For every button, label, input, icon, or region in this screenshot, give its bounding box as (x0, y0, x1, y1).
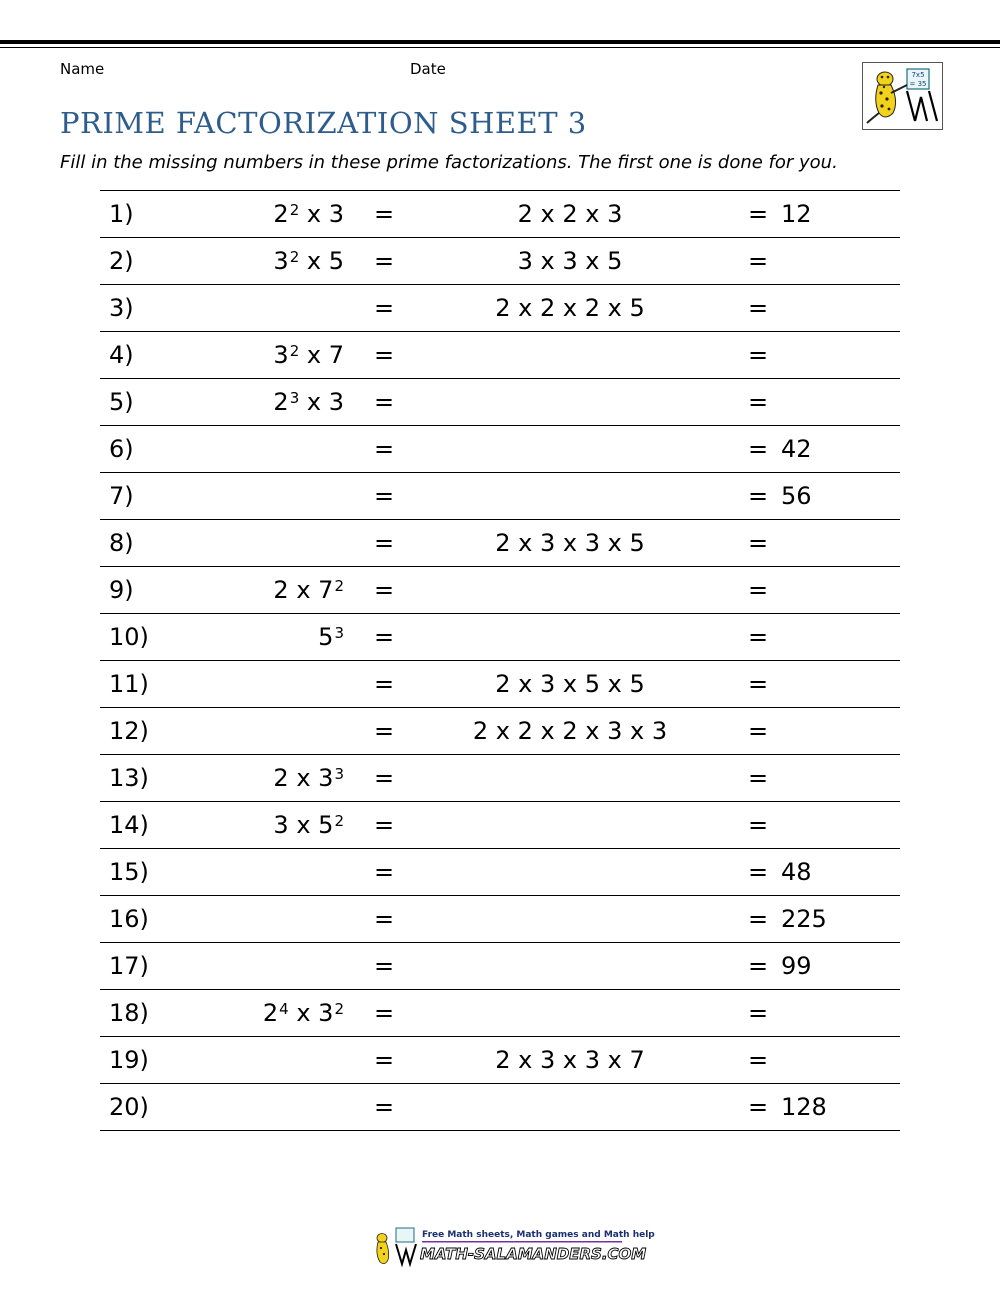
result-value: 128 (781, 1093, 827, 1121)
equals-sign: = (748, 482, 769, 510)
factor-base: 3 (328, 200, 344, 228)
problem-number: 4) (109, 341, 134, 369)
factor-exponent: 2 (289, 201, 300, 219)
equals-sign: = (748, 999, 769, 1027)
table-row (100, 285, 900, 332)
equals-sign: = (374, 1093, 395, 1121)
equals-sign: = (748, 200, 769, 228)
times-sign: x (296, 576, 311, 604)
equals-sign: = (748, 623, 769, 651)
result-value: 99 (781, 952, 812, 980)
factor-base: 5 (318, 811, 334, 839)
equals-sign: = (748, 858, 769, 886)
factor-base: 3 (273, 247, 289, 275)
problem-number: 1) (109, 200, 134, 228)
logo-board-line2: = 35 (909, 80, 927, 88)
factor-exponent: 3 (334, 624, 344, 642)
product-form: 2 x 3 x 3 x 7 (495, 1046, 645, 1074)
equals-sign: = (748, 1046, 769, 1074)
equals-sign: = (748, 529, 769, 557)
equals-sign: = (374, 764, 395, 792)
problem-number: 13) (109, 764, 149, 792)
equals-sign: = (374, 576, 395, 604)
factor-base: 2 (273, 764, 289, 792)
equals-sign: = (374, 623, 395, 651)
problem-number: 14) (109, 811, 149, 839)
salamander-footer-icon (372, 1224, 655, 1268)
problem-number: 7) (109, 482, 134, 510)
equals-sign: = (748, 952, 769, 980)
product-form: 3 x 3 x 5 (517, 247, 623, 275)
factor-exponent: 2 (289, 248, 300, 266)
equals-sign: = (748, 717, 769, 745)
times-sign: x (296, 999, 311, 1027)
equals-sign: = (374, 717, 395, 745)
equals-sign: = (748, 670, 769, 698)
equals-sign: = (748, 1093, 769, 1121)
problem-number: 6) (109, 435, 134, 463)
equals-sign: = (374, 858, 395, 886)
factor-base: 2 (262, 999, 279, 1027)
problem-number: 18) (109, 999, 149, 1027)
factor-exponent: 2 (334, 1000, 344, 1018)
table-row (100, 191, 900, 238)
equals-sign: = (748, 341, 769, 369)
page-title: PRIME FACTORIZATION SHEET 3 (60, 106, 587, 140)
factor-exponent: 3 (334, 765, 344, 783)
table-row (100, 614, 900, 661)
table-row (100, 520, 900, 567)
factor-base: 3 (273, 341, 289, 369)
salamander-logo (862, 62, 943, 130)
table-row (100, 379, 900, 426)
table-row (100, 896, 900, 943)
factor-base: 7 (328, 341, 344, 369)
problem-number: 8) (109, 529, 134, 557)
factor-exponent: 3 (289, 389, 300, 407)
exponent-form (240, 810, 344, 840)
product-form: 2 x 2 x 2 x 3 x 3 (472, 717, 668, 745)
table-row (100, 661, 900, 708)
exponent-form (240, 763, 344, 793)
problem-number: 19) (109, 1046, 149, 1074)
equals-sign: = (374, 905, 395, 933)
problem-number: 12) (109, 717, 149, 745)
factor-base: 2 (273, 200, 289, 228)
salamander-teacher-icon (863, 63, 942, 129)
table-row (100, 708, 900, 755)
table-row (100, 473, 900, 520)
factor-exponent: 4 (279, 1000, 289, 1018)
logo-board-line1: 7x5 (911, 71, 925, 79)
times-sign: x (296, 811, 311, 839)
equals-sign: = (748, 294, 769, 322)
table-row (100, 849, 900, 896)
result-value: 42 (781, 435, 812, 463)
equals-sign: = (374, 999, 395, 1027)
exponent-form (240, 199, 344, 229)
result-value: 48 (781, 858, 812, 886)
top-rule-thin (0, 47, 1000, 48)
factor-exponent: 2 (289, 342, 300, 360)
equals-sign: = (748, 905, 769, 933)
times-sign: x (306, 341, 322, 369)
result-value: 12 (781, 200, 812, 228)
exponent-form (240, 998, 344, 1028)
problem-number: 20) (109, 1093, 149, 1121)
equals-sign: = (748, 435, 769, 463)
factor-base: 3 (318, 999, 334, 1027)
factor-base: 5 (318, 623, 334, 651)
problem-number: 17) (109, 952, 149, 980)
table-row (100, 943, 900, 990)
problem-number: 9) (109, 576, 134, 604)
product-form: 2 x 3 x 5 x 5 (495, 670, 645, 698)
equals-sign: = (374, 482, 395, 510)
problem-number: 10) (109, 623, 149, 651)
equals-sign: = (748, 764, 769, 792)
factorization-table (100, 190, 900, 1135)
problem-number: 5) (109, 388, 134, 416)
instructions: Fill in the missing numbers in these prime factorizations. The first one is done for you. (60, 152, 838, 173)
factor-base: 3 (273, 811, 289, 839)
equals-sign: = (374, 388, 395, 416)
result-value: 56 (781, 482, 812, 510)
product-form: 2 x 3 x 3 x 5 (495, 529, 645, 557)
table-row (100, 1037, 900, 1084)
factor-base: 3 (318, 764, 334, 792)
equals-sign: = (374, 435, 395, 463)
footer-logo (372, 1224, 655, 1268)
equals-sign: = (374, 294, 395, 322)
product-form: 2 x 2 x 2 x 5 (495, 294, 645, 322)
footer-tagline: Free Math sheets, Math games and Math help (422, 1230, 655, 1240)
factor-base: 2 (273, 576, 289, 604)
equals-sign: = (748, 576, 769, 604)
exponent-form (240, 622, 344, 652)
equals-sign: = (374, 952, 395, 980)
date-label: Date (410, 60, 446, 78)
factor-base: 3 (328, 388, 344, 416)
table-row (100, 1084, 900, 1131)
exponent-form (240, 340, 344, 370)
top-rule-thick (0, 40, 1000, 44)
equals-sign: = (374, 247, 395, 275)
table-row (100, 238, 900, 285)
exponent-form (240, 246, 344, 276)
equals-sign: = (374, 200, 395, 228)
factor-exponent: 2 (334, 577, 344, 595)
equals-sign: = (374, 529, 395, 557)
equals-sign: = (374, 1046, 395, 1074)
equals-sign: = (374, 811, 395, 839)
exponent-form (240, 387, 344, 417)
problem-number: 11) (109, 670, 149, 698)
exponent-form (240, 575, 344, 605)
equals-sign: = (374, 670, 395, 698)
table-row (100, 567, 900, 614)
times-sign: x (306, 388, 322, 416)
factor-exponent: 2 (334, 812, 344, 830)
factor-base: 7 (318, 576, 334, 604)
result-value: 225 (781, 905, 827, 933)
table-row (100, 990, 900, 1037)
problem-number: 3) (109, 294, 134, 322)
equals-sign: = (748, 247, 769, 275)
equals-sign: = (374, 341, 395, 369)
equals-sign: = (748, 388, 769, 416)
problem-number: 2) (109, 247, 134, 275)
factor-base: 2 (273, 388, 289, 416)
times-sign: x (296, 764, 311, 792)
times-sign: x (306, 247, 322, 275)
table-row (100, 755, 900, 802)
product-form: 2 x 2 x 3 (517, 200, 623, 228)
problem-number: 15) (109, 858, 149, 886)
problem-number: 16) (109, 905, 149, 933)
name-label: Name (60, 60, 105, 78)
table-row (100, 426, 900, 473)
table-row (100, 332, 900, 379)
factor-base: 5 (328, 247, 344, 275)
footer-site-name: MATH-SALAMANDERS.COM (420, 1245, 647, 1263)
table-row (100, 802, 900, 849)
times-sign: x (306, 200, 322, 228)
equals-sign: = (748, 811, 769, 839)
